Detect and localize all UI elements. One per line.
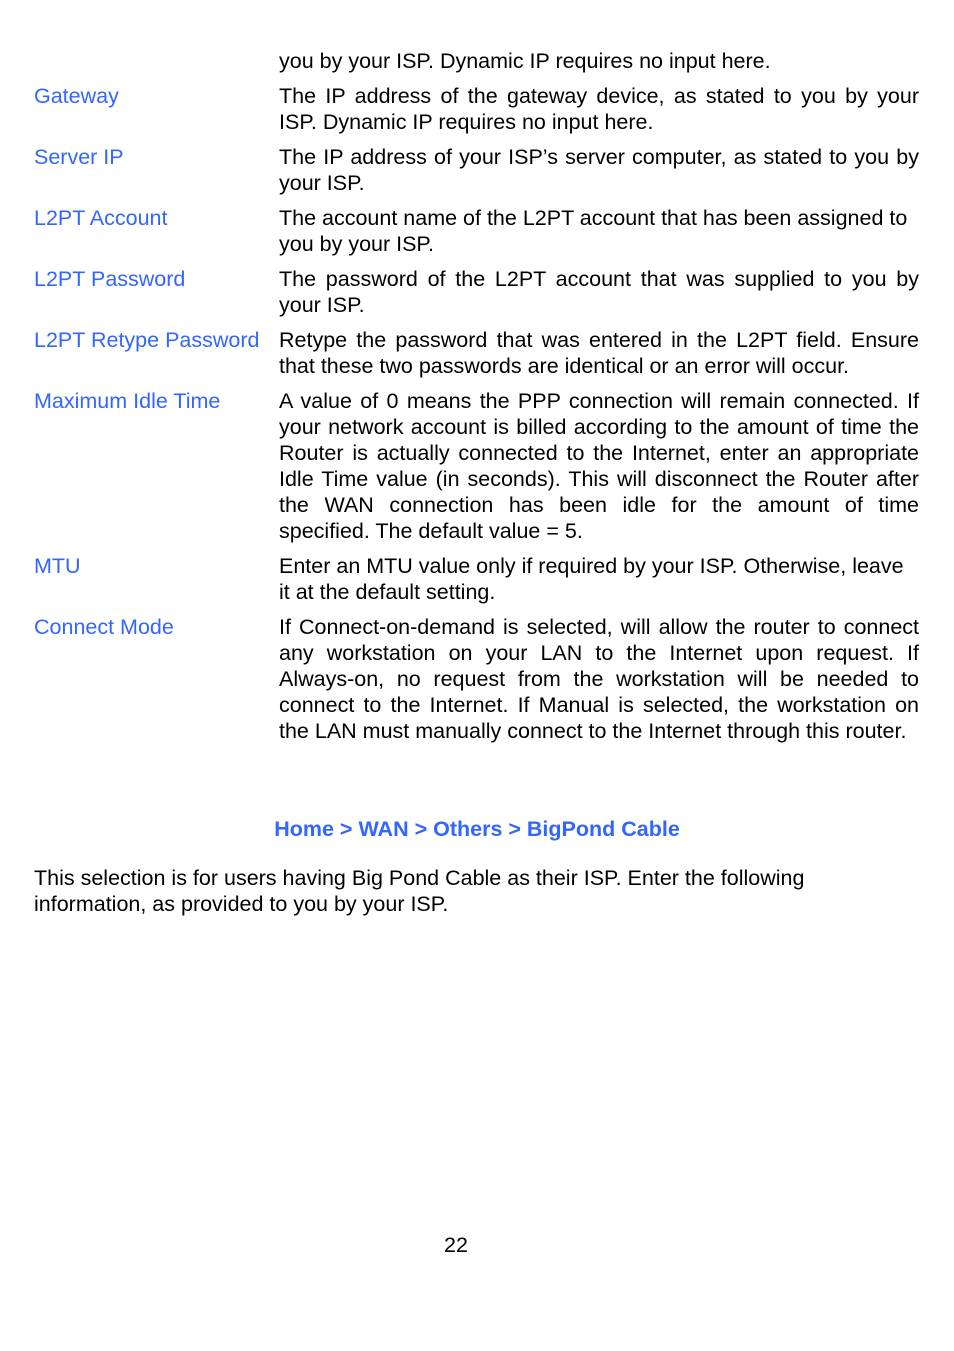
definition-term: L2PT Retype Password: [34, 328, 260, 352]
definition-description: The IP address of your ISP’s server computer, as stated to you by your ISP.: [279, 145, 919, 195]
definition-row: [34, 144, 919, 196]
definition-row: [34, 266, 919, 318]
definition-list: [34, 48, 919, 753]
definition-description: A value of 0 means the PPP connection will remain connected. If your network account is billed according to the amount of time the Router is actually connected to the Internet, enter an appropriate Idle Time value (in seconds). This will disconnect the Router after the WAN connection has been idle for the amount of time specified. The default value = 5.: [279, 389, 919, 543]
definition-term: Gateway: [34, 84, 119, 108]
definition-row: [34, 83, 919, 135]
definition-row: [34, 48, 919, 74]
intro-paragraph: This selection is for users having Big Pond Cable as their ISP. Enter the following information, as provided to you by your ISP.: [34, 866, 805, 916]
definition-term: L2PT Password: [34, 267, 186, 291]
definition-term: Connect Mode: [34, 615, 174, 639]
page-number: 22: [444, 1233, 468, 1257]
definition-term: Maximum Idle Time: [34, 389, 221, 413]
definition-term: Server IP: [34, 145, 124, 169]
definition-description: The account name of the L2PT account that has been assigned to you by your ISP.: [279, 206, 908, 256]
definition-term: MTU: [34, 554, 81, 578]
definition-description: If Connect-on-demand is selected, will allow the router to connect any workstation on your LAN to the Internet upon request. If Always-on, no request from the workstation will be needed to connect to the Internet. If Manual is selected, the workstation on the LAN must manually connect to the Internet through this router.: [279, 615, 919, 743]
section-heading: Home > WAN > Others > BigPond Cable: [274, 817, 680, 841]
definition-row: [34, 205, 919, 257]
definition-description: Retype the password that was entered in the L2PT field. Ensure that these two passwords are identical or an error will occur.: [279, 328, 919, 378]
definition-row: [34, 388, 919, 544]
definition-description: The password of the L2PT account that was supplied to you by your ISP.: [279, 267, 919, 317]
definition-row: [34, 553, 919, 605]
definition-row: [34, 327, 919, 379]
definition-term: L2PT Account: [34, 206, 168, 230]
definition-row: [34, 614, 919, 744]
definition-description: you by your ISP. Dynamic IP requires no input here.: [279, 49, 771, 73]
definition-description: Enter an MTU value only if required by your ISP. Otherwise, leave it at the default setting.: [279, 554, 904, 604]
definition-description: The IP address of the gateway device, as stated to you by your ISP. Dynamic IP requires no input here.: [279, 84, 919, 134]
